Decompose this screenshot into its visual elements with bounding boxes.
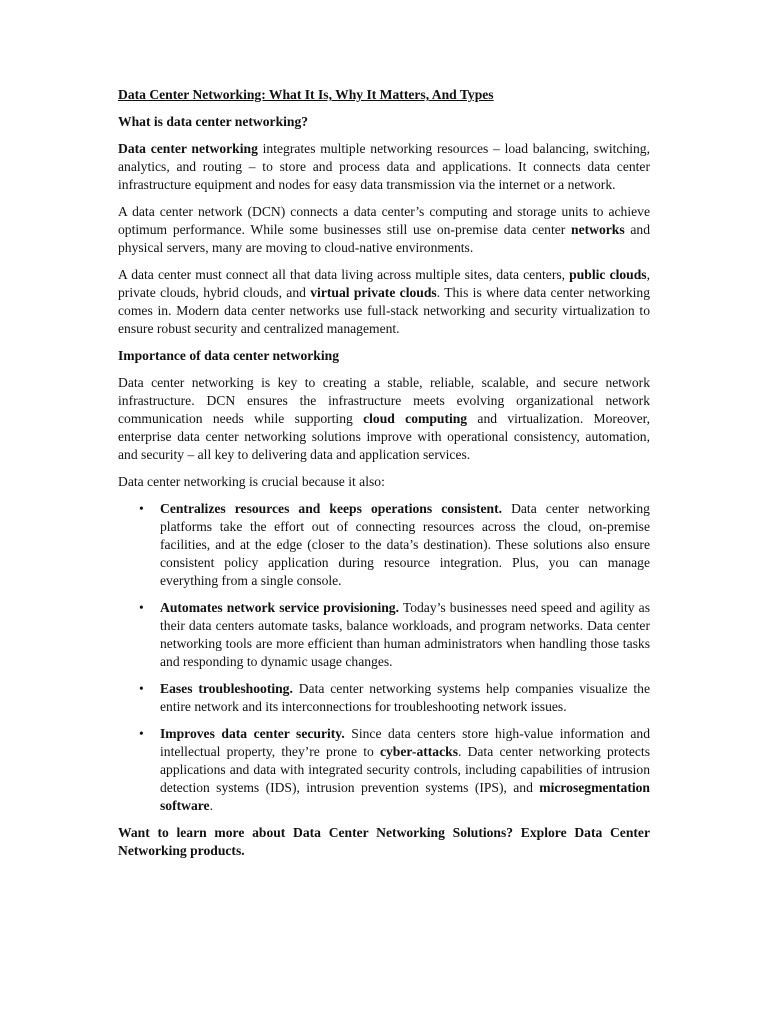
bold-term: Centralizes resources and keeps operations consistent. — [160, 501, 502, 516]
paragraph-text: and virtualization. Moreover, enterprise data center networking solutions improve with operational consistency, automation, and security – all key to delivering data and application services. — [118, 411, 651, 462]
bold-term: Improves data center security. — [160, 726, 345, 741]
list-item — [139, 599, 650, 671]
paragraph-text: Data center networking is key to creating a stable, reliable, scalable, and secure network infrastructure. DCN ensures the infrastructure meets evolving organizational network communication needs while supporting — [118, 375, 650, 426]
benefits-list — [118, 500, 650, 815]
paragraph-text: A data center must connect all that data living across multiple sites, data centers, — [118, 267, 570, 282]
section-heading-importance: Importance of data center networking — [118, 348, 339, 363]
paragraph-dcn — [118, 203, 650, 257]
bold-term: Data center networking — [118, 141, 258, 156]
list-item — [139, 500, 650, 590]
paragraph-text: integrates multiple networking resources – load balancing, switching, analytics, and routing – to store and process data and applications. It connects data center infrastructure equipment and nodes for easy data transmission via the internet or a network. — [118, 141, 650, 192]
paragraph-connect — [118, 266, 650, 338]
document-title: Data Center Networking: What It Is, Why It Matters, And Types — [118, 87, 494, 102]
section-heading-what-is: What is data center networking? — [118, 114, 309, 129]
list-item-text: Data center networking platforms take the effort out of connecting resources across the cloud, on-premise facilities, and at the edge (closer to the data’s destination). These solutions also ensure consistent policy application during resource integration. Plus, you can manage everything from a single console. — [160, 501, 650, 588]
list-item-text: Since data centers store high-value information and intellectual property, they’re prone to — [160, 726, 651, 759]
bold-term: Automates network service provisioning. — [160, 600, 399, 615]
call-to-action: Want to learn more about Data Center Networking Solutions? Explore Data Center Networking products. — [118, 825, 650, 858]
paragraph-definition — [118, 140, 650, 194]
bold-term: Eases troubleshooting. — [160, 681, 293, 696]
document-page — [118, 86, 650, 869]
paragraph-crucial: Data center networking is crucial because it also: — [118, 474, 385, 489]
list-item — [139, 725, 651, 815]
list-item-text: Today’s businesses need speed and agility as their data centers automate tasks, balance workloads, and program networks. Data center networking tools are more efficient than human administrators when handling those tasks and responding to dynamic usage changes. — [160, 600, 650, 669]
bold-term: virtual private clouds — [310, 285, 437, 300]
list-item-text: . Data center networking protects applications and data with integrated security controls, including capabilities of intrusion detection systems (IDS), intrusion prevention systems (IPS), and — [160, 744, 650, 795]
list-item-text: Data center networking systems help companies visualize the entire network and its interconnections for troubleshooting network issues. — [160, 681, 651, 714]
paragraph-text: , private clouds, hybrid clouds, and — [118, 267, 650, 300]
paragraph-text: and physical servers, many are moving to cloud-native environments. — [118, 222, 650, 255]
paragraph-text: A data center network (DCN) connects a data center’s computing and storage units to achieve optimum performance. While some businesses still use on-premise data center — [118, 204, 650, 237]
bold-term: networks — [571, 222, 625, 237]
bold-term: cyber-attacks — [379, 744, 458, 759]
bold-term: microsegmentation software — [160, 780, 650, 813]
list-item-text: . — [209, 798, 213, 813]
bullet-icon: • — [139, 600, 144, 615]
bold-term: public clouds — [569, 267, 647, 282]
paragraph-importance — [118, 374, 650, 464]
bullet-icon: • — [139, 501, 144, 516]
bullet-icon: • — [139, 681, 144, 696]
list-item — [139, 680, 651, 716]
paragraph-text: . This is where data center networking comes in. Modern data center networks use full-stack networking and security virtualization to ensure robust security and centralized management. — [118, 285, 650, 336]
bold-term: cloud computing — [363, 411, 468, 426]
bullet-icon: • — [139, 726, 144, 741]
